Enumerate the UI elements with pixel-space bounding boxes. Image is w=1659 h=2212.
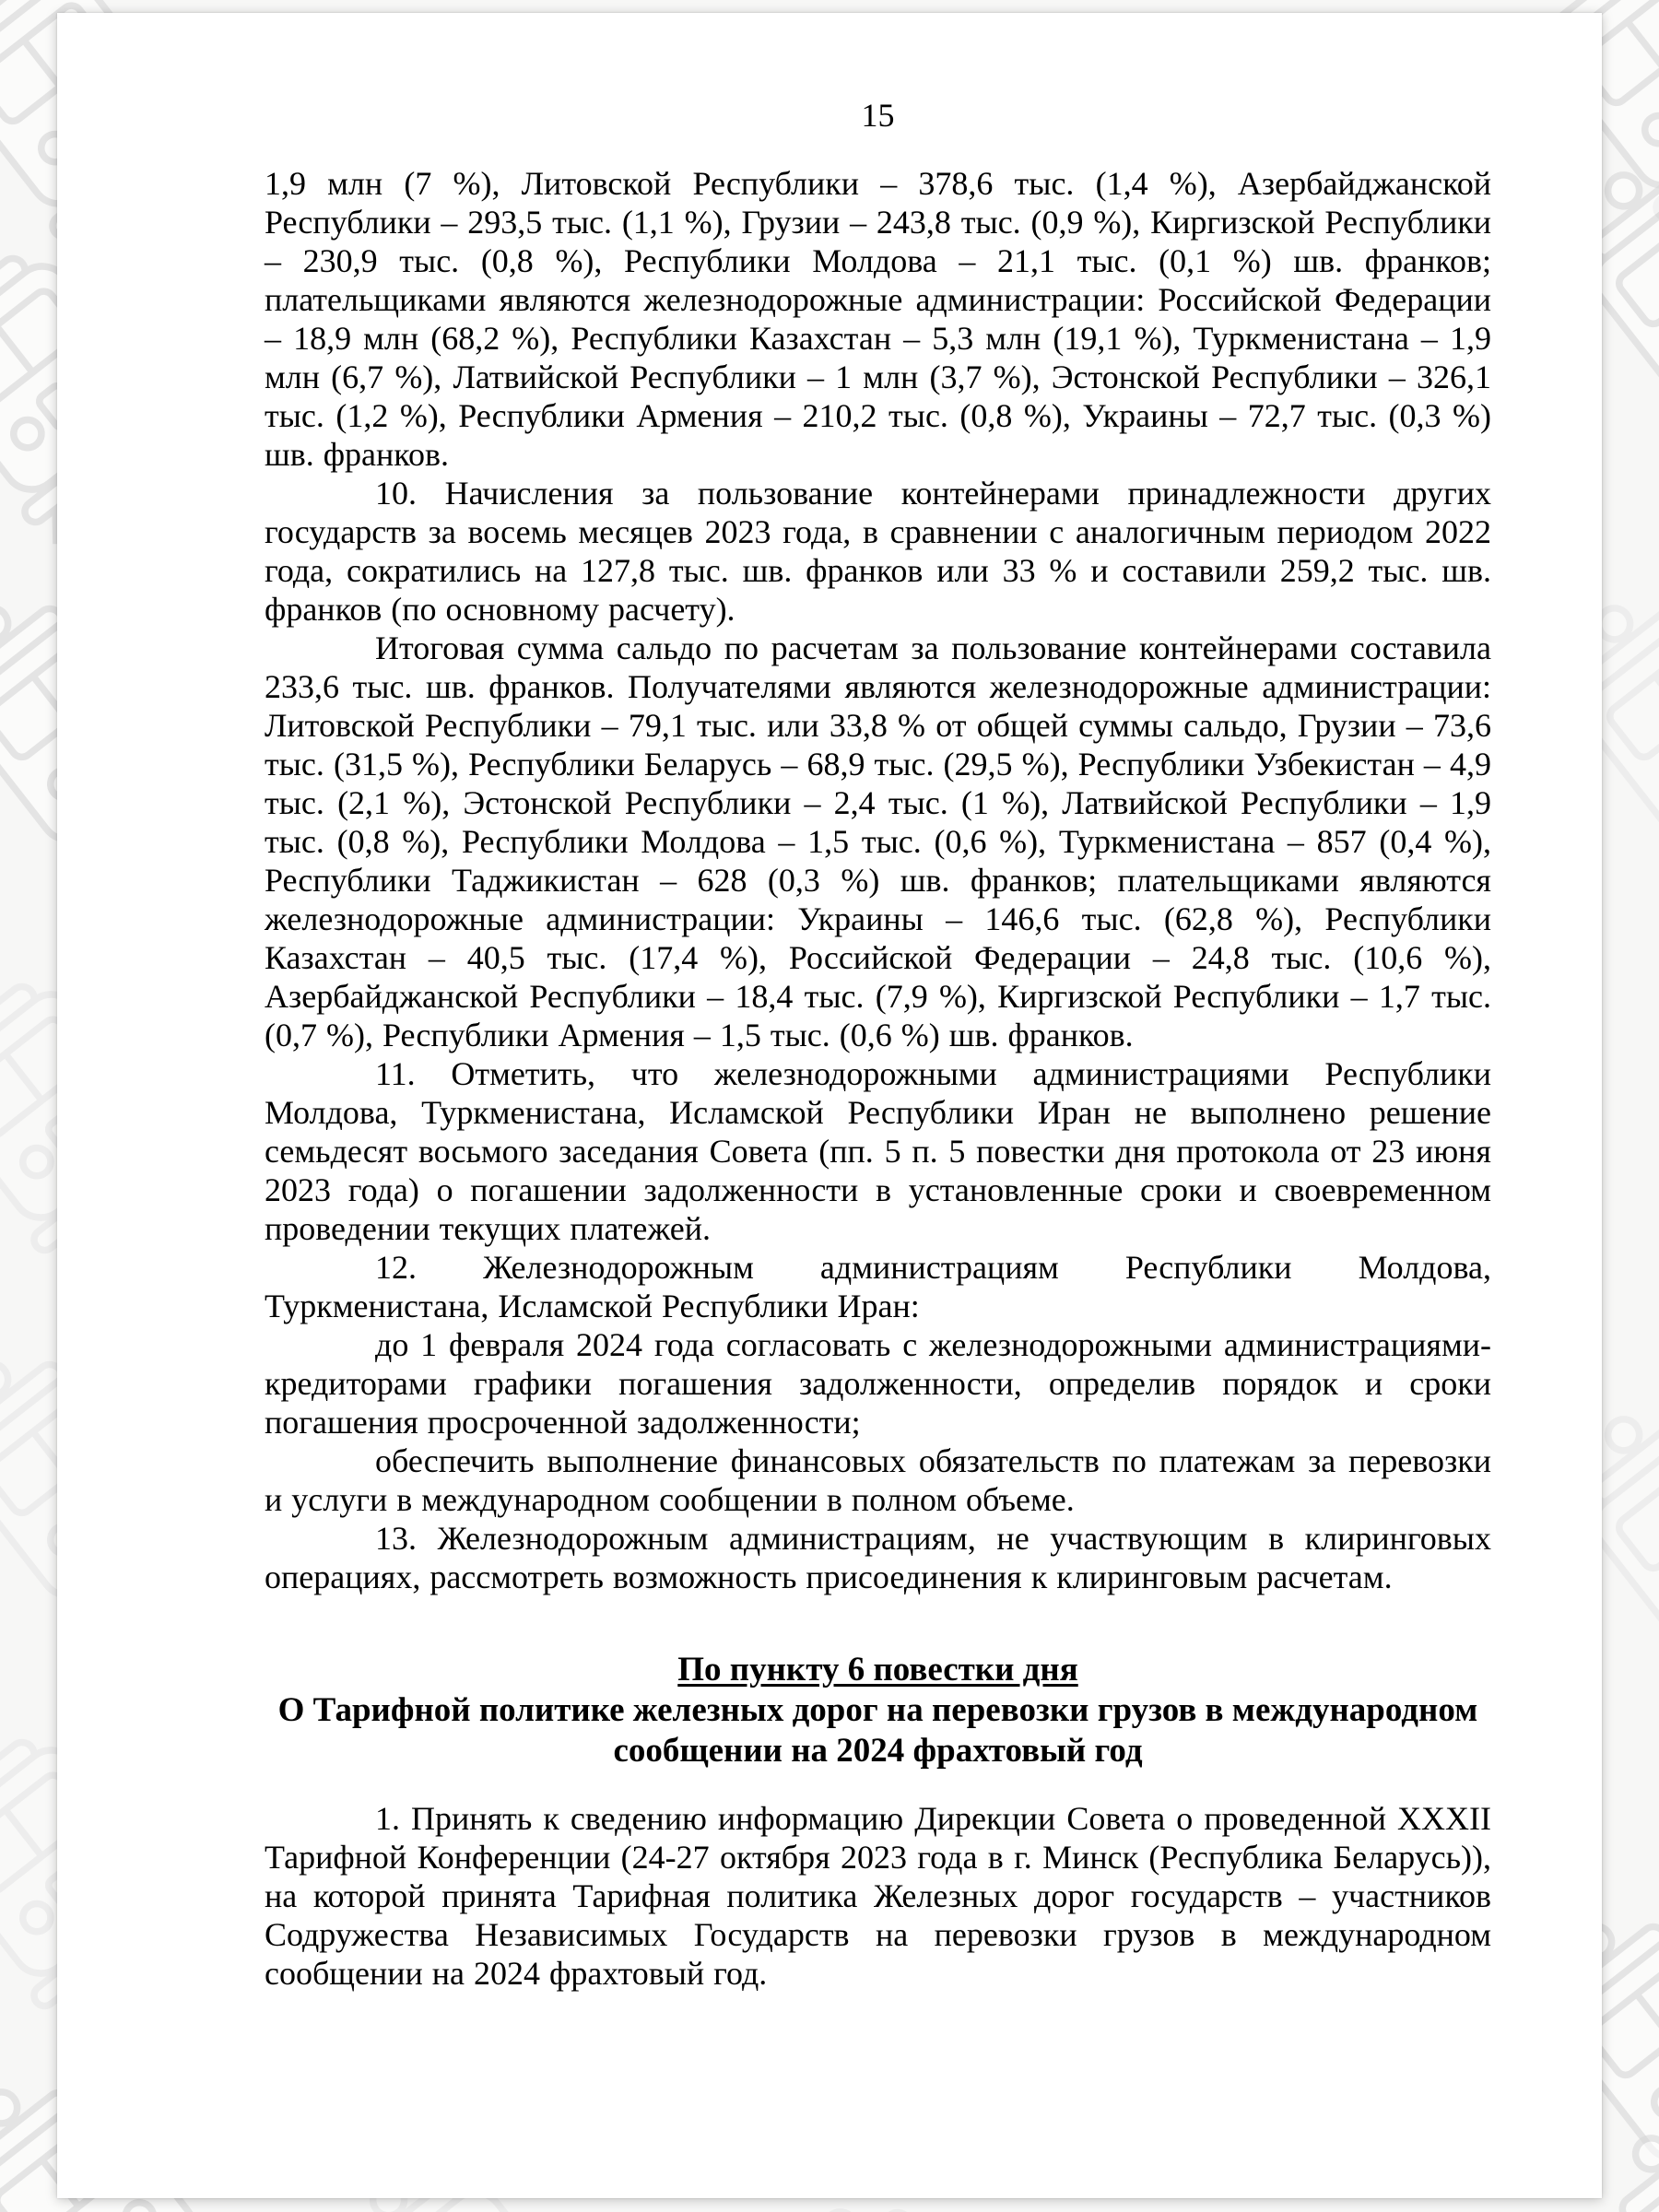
paragraph-item-10: 10. Начисления за пользование контейнерами принадлежности других государств за восемь месяцев 2023 года, в сравнении с аналогичным периодом 2022 года, сократились на 127,8 тыс. шв. франков или 33 % и составили 259,2 тыс. шв. франков (по основному расчету). — [265, 475, 1491, 628]
paragraph-item-1-agenda-6: 1. Принять к сведению информацию Дирекции Совета о проведенной XXXII Тарифной Конференции (24-27 октября 2023 года в г. Минск (Республика Беларусь)), на которой принята Тарифная политика Железных дорог государств – участников Содружества Независимых Государств на перевозки грузов в международном сообщении на 2024 фрахтовый год. — [265, 1800, 1491, 1992]
paragraph-saldo-total: Итоговая сумма сальдо по расчетам за пользование контейнерами составила 233,6 тыс. шв. франков. Получателями являются железнодорожные администрации: Литовской Республики – 79,1 тыс. или 33,8 % от общей суммы сальдо, Грузии – 73,6 тыс. (31,5 %), Республики Беларусь – 68,9 тыс. (29,5 %), Республики Узбекистан – 4,9 тыс. (2,1 %), Эстонской Республики – 2,4 тыс. (1 %), Латвийской Республики – 1,9 тыс. (0,8 %), Республики Молдова – 1,5 тыс. (0,6 %), Туркменистана – 857 (0,4 %), Республики Таджикистан – 628 (0,3 %) шв. франков; плательщиками являются железнодорожные администрации: Украины – 146,6 тыс. (62,8 %), Республики Казахстан – 40,5 тыс. (17,4 %), Российской Федерации – 24,8 тыс. (10,6 %), Азербайджанской Республики – 18,4 тыс. (7,9 %), Киргизской Республики – 1,7 тыс. (0,7 %), Республики Армения – 1,5 тыс. (0,6 %) шв. франков. — [265, 629, 1491, 1053]
page-number: 15 — [861, 97, 895, 134]
paragraph-item-12-sub-1: до 1 февраля 2024 года согласовать с железнодорожными администрациями-кредиторами графики погашения задолженности, определив порядок и сроки погашения просроченной задолженности; — [265, 1326, 1491, 1441]
text-column — [265, 96, 1491, 1993]
paragraph-continuation: 1,9 млн (7 %), Литовской Республики – 378,6 тыс. (1,4 %), Азербайджанской Республики – 293,5 тыс. (1,1 %), Грузии – 243,8 тыс. (0,9 %), Киргизской Республики – 230,9 тыс. (0,8 %), Республики Молдова – 21,1 тыс. (0,1 %) шв. франков; плательщиками являются железнодорожные администрации: Российской Федерации – 18,9 млн (68,2 %), Республики Казахстан – 5,3 млн (19,1 %), Туркменистана – 1,9 млн (6,7 %), Латвийской Республики – 1 млн (3,7 %), Эстонской Республики – 326,1 тыс. (1,2 %), Республики Армения – 210,2 тыс. (0,8 %), Украины – 72,7 тыс. (0,3 %) шв. франков. — [265, 165, 1491, 473]
agenda-item-heading-text: По пункту 6 повестки дня — [677, 1651, 1078, 1688]
agenda-title: О Тарифной политике железных дорог на перевозки грузов в международном сообщении на 2024 фрахтовый год — [277, 1691, 1478, 1770]
document-page — [57, 13, 1602, 2198]
paragraph-item-11: 11. Отметить, что железнодорожными администрациями Республики Молдова, Туркменистана, Исламской Республики Иран не выполнено решение семьдесят восьмого заседания Совета (пп. 5 п. 5 повестки дня протокола от 23 июня 2023 года) о погашении задолженности в установленные сроки и своевременном проведении текущих платежей. — [265, 1055, 1491, 1247]
paragraph-item-13: 13. Железнодорожным администрациям, не участвующим в клиринговых операциях, рассмотреть возможность присоединения к клиринговым расчетам. — [265, 1520, 1491, 1595]
paragraph-item-12: 12. Железнодорожным администрациям Республики Молдова, Туркменистана, Исламской Республики Иран: — [265, 1249, 1491, 1324]
paragraph-item-12-sub-2: обеспечить выполнение финансовых обязательств по платежам за перевозки и услуги в международном сообщении в полном объеме. — [265, 1442, 1491, 1518]
agenda-item-heading — [265, 1650, 1491, 1690]
